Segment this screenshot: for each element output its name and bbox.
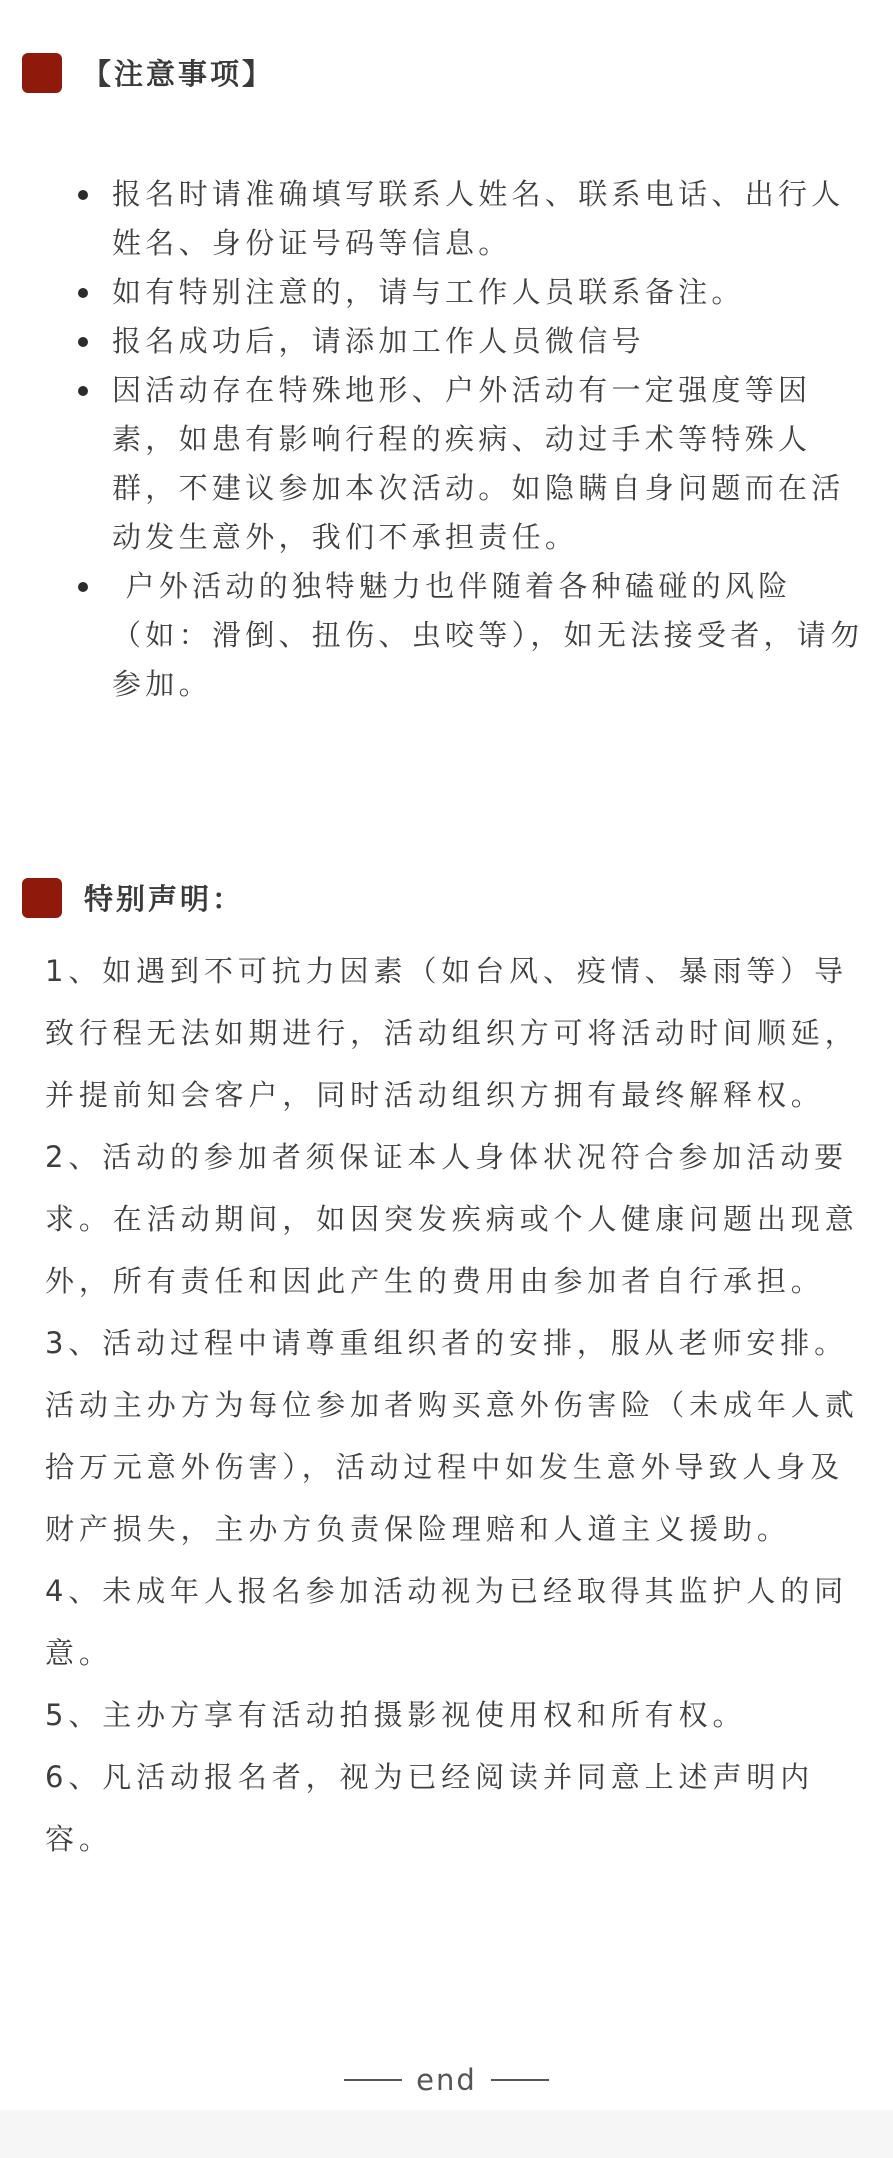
statement-item: 3、活动过程中请尊重组织者的安排，服从老师安排。活动主办方为每位参加者购买意外伤害险（未成年人贰拾万元意外伤害），活动过程中如发生意外导致人身及财产损失，主办方负责保险理赔和人道主义援助。 [45, 1326, 859, 1546]
statement-title: 特别声明： [84, 882, 245, 916]
statement-item: 1、如遇到不可抗力因素（如台风、疫情、暴雨等）导致行程无法如期进行，活动组织方可将活动时间顺延，并提前知会客户，同时活动组织方拥有最终解释权。 [45, 954, 859, 1112]
footer-band [0, 2110, 893, 2158]
bullet-icon [78, 582, 88, 592]
list-item [112, 268, 872, 317]
list-item [112, 366, 872, 562]
notice-item-text: 因活动存在特殊地形、户外活动有一定强度等因素，如患有影响行程的疾病、动过手术等特殊人群，不建议参加本次活动。如隐瞒自身问题而在活动发生意外，我们不承担责任。 [112, 373, 845, 554]
section-marker-icon [22, 878, 62, 918]
statement-item: 6、凡活动报名者，视为已经阅读并同意上述声明内容。 [45, 1760, 815, 1856]
end-label: end [416, 2063, 477, 2097]
section-marker-icon [22, 53, 62, 93]
bullet-icon [78, 386, 88, 396]
notice-item-text: 报名时请准确填写联系人姓名、联系电话、出行人姓名、身份证号码等信息。 [112, 177, 845, 260]
bullet-icon [78, 288, 88, 298]
statement-item: 4、未成年人报名参加活动视为已经取得其监护人的同意。 [45, 1574, 849, 1670]
bullet-icon [78, 337, 88, 347]
statement-item: 2、活动的参加者须保证本人身体状况符合参加活动要求。在活动期间，如因突发疾病或个人健康问题出现意外，所有责任和因此产生的费用由参加者自行承担。 [45, 1140, 859, 1298]
notice-item-text: 户外活动的独特魅力也伴随着各种磕碰的风险（如：滑倒、扭伤、虫咬等），如无法接受者，请勿参加。 [112, 569, 864, 701]
notice-item-text: 报名成功后，请添加工作人员微信号 [112, 324, 645, 358]
list-item [112, 170, 872, 268]
list-item [112, 562, 872, 709]
notice-list [112, 170, 872, 709]
list-item [112, 317, 872, 366]
end-divider-line [344, 2079, 402, 2081]
notice-title: 【注意事项】 [82, 57, 275, 91]
end-divider-line [491, 2079, 549, 2081]
statement-item: 5、主办方享有活动拍摄影视使用权和所有权。 [45, 1698, 747, 1732]
notice-item-text: 如有特别注意的，请与工作人员联系备注。 [112, 275, 745, 309]
notice-section-header [22, 52, 274, 93]
statement-section-header [22, 877, 244, 918]
statement-body [45, 940, 870, 1870]
bullet-icon [78, 190, 88, 200]
end-divider [0, 2063, 893, 2097]
